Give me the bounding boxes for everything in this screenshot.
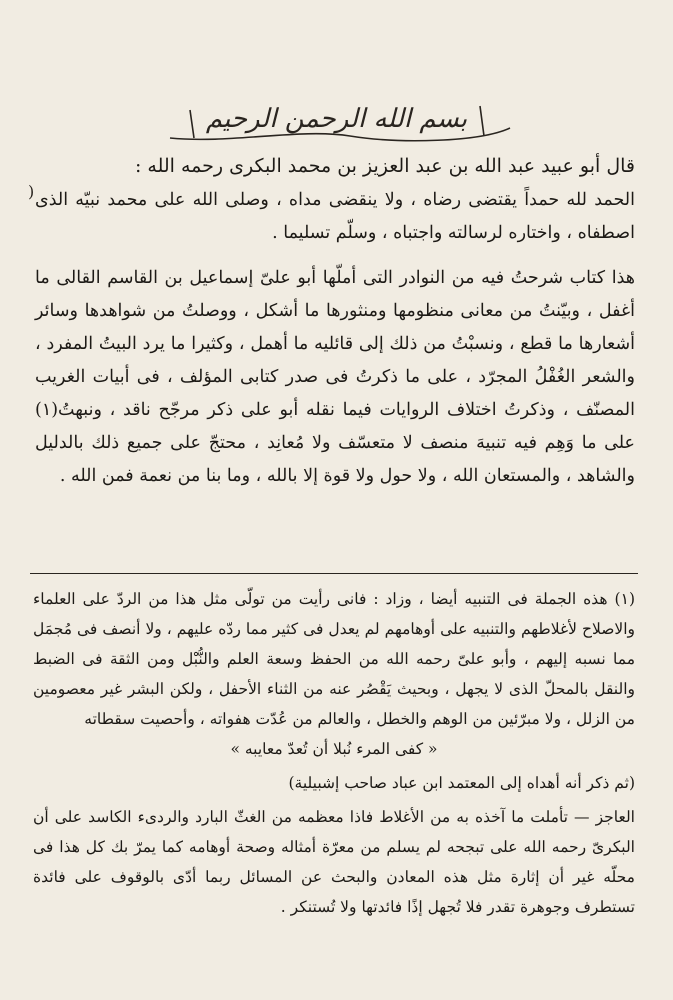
- basmala-text: بسم الله الرحمن الرحيم: [205, 104, 468, 134]
- footnote-divider: [30, 573, 638, 574]
- paragraph-doxology: الحمد لله حمداً يقتضى رضاه ، ولا ينقضى مداه ، وصلى الله على محمد نبيّه الذى اصطفاه ، واختاره لرسالته واجتباه ، وسلّم تسليما .: [35, 190, 635, 243]
- basmala-heading: [150, 98, 523, 148]
- footnotes: [33, 584, 635, 922]
- footnote-dedication: (ثم ذكر أنه أهداه إلى المعتمد ابن عباد صاحب إشبيلية): [288, 774, 635, 792]
- footnote-1: (١) هذه الجملة فى التنبيه أيضا ، وزاد : فانى رأيت من تولّى مثل هذا من الردّ على العلماء والاصلاح لأغلاطهم والتنبيه على أوهامهم لم يعدل فى كثير مما ردّه عليهم ، ولا أنصف فى مُجمَل مما نسبه إليهم ، وأبو علىّ رحمه الله من الحفظ وسعة العلم والنُّبْل ومن الثقة فى الضبط والنقل بالمحلّ الذى لا يجهل ، وبحيث يَقْصُر عنه من الثناء الأحفل ، ولكن البشر غير معصومين من الزلل ، ولا مبرّئين من الوهم والخطل ، والعالم من عُدّت هفواته ، وأحصيت سقطاته: [33, 590, 635, 728]
- intro-line: قال أبو عبيد عبد الله بن عبد العزيز بن محمد البكرى رحمه الله :: [134, 155, 635, 177]
- margin-bracket-mark: ): [28, 182, 35, 201]
- main-text: [35, 148, 635, 493]
- paragraph-book-purpose: هذا كتاب شرحتُ فيه من النوادر التى أملّها أبو علىّ إسماعيل بن القاسم القالى ما أغفل ، وبيّنتُ من معانى منظومها ومنثورها ما أشكل ، ووصلتُ من شواهدها وسائر أشعارها ما قطع ، ونسبْتُ من ذلك إلى قائليه ما أهمل ، وكثيرا ما يرد البيتُ المفرد ، والشعر الغُفْلُ المجرّد ، على ما ذكرتُ فى صدر كتابى المؤلف ، فى أبيات الغريب المصنّف ، وذكرتُ اختلاف الروايات فيما نقله أبو على ذكر مرجّح ناقد ، ونبهتُ(١) على ما وَهِم فيه تنبيهَ منصف لا متعسّف ولا مُعانِد ، محتجّ على جميع ذلك بالدليل والشاهد ، والمستعان الله ، ولا حول ولا قوة إلا بالله ، وما بنا من نعمة فمن الله .: [35, 268, 635, 486]
- footnote-editor-remark: العاجز — تأملت ما آخذه به من الأغلاط فاذا معظمه من الغثّ البارد والردىء الكاسد على أن البكرىّ رحمه الله على تبجحه لم يسلم من معرّة أمثاله وصحة أوهامه كما يمرّ بك كل هذا فى محلّه غير أن إثارة مثل هذه المعادن والبحث عن المسائل ربما أدّى بالوقوف على فائدة تستطرف وجوهرة تقدر فلا تُجهل إذًا فائدتها ولا تُستنكر .: [33, 808, 635, 916]
- footnote-verse: « كفى المرء نُبلا أن تُعدّ معايبه »: [230, 740, 438, 758]
